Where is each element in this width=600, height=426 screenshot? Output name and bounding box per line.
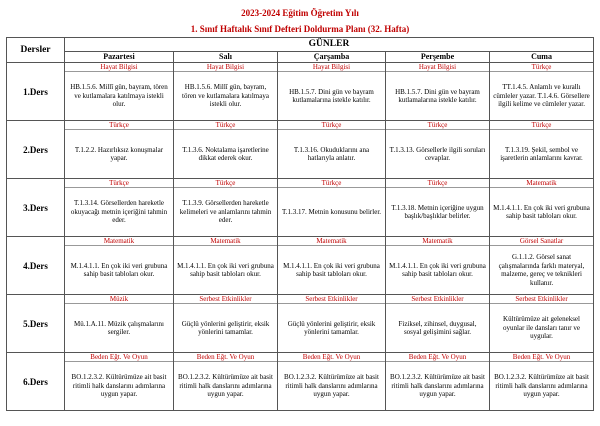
outcome-text: HB.1.5.6. Millî gün, bayram, tören ve kutlamalara katılmaya istekli olur. <box>182 83 269 109</box>
subject-label: Beden Eğt. Ve Oyun <box>386 353 489 362</box>
subject-label: Beden Eğt. Ve Oyun <box>65 353 173 362</box>
subject-label: Türkçe <box>386 179 489 188</box>
plan-cell <box>278 237 386 295</box>
outcome-text: T.1.3.19. Şekil, sembol ve işaretlerin anlamlarını kavrar. <box>500 145 583 162</box>
outcome-text: T.1.3.18. Metnin içeriğine uygun başlık/başlıklar belirler. <box>391 203 484 220</box>
plan-cell <box>278 179 386 237</box>
day-header: Cuma <box>490 52 594 63</box>
subject-label: Türkçe <box>386 121 489 130</box>
weekly-plan-table <box>6 37 594 411</box>
subject-label: Serbest Etkinlikler <box>174 295 277 304</box>
subject-label: Matematik <box>65 237 173 246</box>
outcome-text: BO.1.2.3.2. Kültürümüze ait basit ritimli halk danslarını adımlarına uygun yapar. <box>390 373 485 399</box>
document-subtitle: 1. Sınıf Haftalık Sınıf Defteri Doldurma Planı (32. Hafta) <box>190 24 410 34</box>
subject-label: Türkçe <box>65 121 173 130</box>
outcome-text: T.1.3.9. Görsellerden hareketle kelimeleri ve anlamlarını tahmin eder. <box>179 199 272 225</box>
plan-cell <box>490 121 594 179</box>
plan-cell <box>65 353 174 411</box>
subject-label: Serbest Etkinlikler <box>278 295 385 304</box>
subject-label: Matematik <box>490 179 593 188</box>
day-header: Perşembe <box>386 52 490 63</box>
day-header: Çarşamba <box>278 52 386 63</box>
subject-label: Türkçe <box>490 121 593 130</box>
plan-cell <box>490 353 594 411</box>
lesson-label: 5.Ders <box>7 295 65 353</box>
outcome-text: T.1.3.6. Noktalama işaretlerine dikkat ederek okur. <box>182 145 269 162</box>
outcome-text: Mü.1.A.11. Müzik çalışmalarını sergiler. <box>74 319 164 336</box>
plan-cell <box>65 121 174 179</box>
outcome-text: Fiziksel, zihinsel, duygusal, sosyal gelişimini sağlar. <box>398 319 477 336</box>
outcome-text: Güçlü yönlerini geliştirir, eksik yönlerini tamamlar. <box>181 319 270 336</box>
subject-label: Hayat Bilgisi <box>174 63 277 72</box>
lesson-row <box>7 179 594 237</box>
subject-label: Türkçe <box>174 179 277 188</box>
plan-cell <box>386 353 490 411</box>
plan-cell <box>386 295 490 353</box>
subject-label: Serbest Etkinlikler <box>386 295 489 304</box>
plan-cell <box>386 121 490 179</box>
subject-label: Hayat Bilgisi <box>278 63 385 72</box>
subject-label: Türkçe <box>490 63 593 72</box>
plan-cell <box>386 63 490 121</box>
document-header <box>0 0 600 34</box>
outcome-text: M.1.4.1.1. En çok iki veri grubuna sahip basit tabloları okur. <box>389 261 486 278</box>
outcome-text: HB.1.5.6. Millî gün, bayram, tören ve kutlamalara katılmaya istekli olur. <box>70 83 168 109</box>
outcome-text: M.1.4.1.1. En çok iki veri grubuna sahip basit tabloları okur. <box>283 261 380 278</box>
subject-label: Türkçe <box>174 121 277 130</box>
outcome-text: BO.1.2.3.2. Kültürümüze ait basit ritimli halk danslarını adımlarına uygun yapar. <box>178 373 273 399</box>
plan-cell <box>490 237 594 295</box>
outcome-text: T.1.2.2. Hazırlıksız konuşmalar yapar. <box>74 145 164 162</box>
plan-cell <box>174 121 278 179</box>
outcome-text: BO.1.2.3.2. Kültürümüze ait basit ritimli halk danslarını adımlarına uygun yapar. <box>284 373 379 399</box>
subject-label: Beden Eğt. Ve Oyun <box>174 353 277 362</box>
day-header: Salı <box>174 52 278 63</box>
plan-cell <box>386 237 490 295</box>
subject-label: Matematik <box>278 237 385 246</box>
plan-cell <box>278 295 386 353</box>
lesson-row <box>7 353 594 411</box>
plan-cell <box>174 179 278 237</box>
plan-cell <box>278 63 386 121</box>
outcome-text: HB.1.5.7. Dini gün ve bayram kutlamalarına istekle katılır. <box>289 87 374 104</box>
subject-label: Matematik <box>386 237 489 246</box>
outcome-text: Güçlü yönlerini geliştirir, eksik yönlerini tamamlar. <box>287 319 376 336</box>
subject-label: Türkçe <box>65 179 173 188</box>
outcome-text: T.1.3.17. Metnin konusunu belirler. <box>281 207 382 216</box>
lesson-label: 2.Ders <box>7 121 65 179</box>
plan-cell <box>174 237 278 295</box>
subject-label: Beden Eğt. Ve Oyun <box>490 353 593 362</box>
plan-body <box>7 63 594 411</box>
plan-cell <box>65 295 174 353</box>
day-header: Pazartesi <box>65 52 174 63</box>
subject-label: Hayat Bilgisi <box>65 63 173 72</box>
outcome-text: M.1.4.1.1. En çok iki veri grubuna sahip basit tabloları okur. <box>177 261 274 278</box>
plan-cell <box>65 63 174 121</box>
subject-label: Müzik <box>65 295 173 304</box>
outcome-text: T.1.3.14. Görsellerden hareketle okuyacağı metnin içeriğini tahmin eder. <box>70 199 168 225</box>
outcome-text: M.1.4.1.1. En çok iki veri grubuna sahip basit tabloları okur. <box>493 203 590 220</box>
plan-cell <box>174 295 278 353</box>
plan-cell <box>490 295 594 353</box>
plan-cell <box>174 63 278 121</box>
plan-cell <box>65 237 174 295</box>
lesson-label: 3.Ders <box>7 179 65 237</box>
plan-cell <box>174 353 278 411</box>
outcome-text: TT.1.4.5. Anlamlı ve kurallı cümleler yazar. T.1.4.6. Görsellere ilgili kelime ve cümleler yazar. <box>493 83 590 109</box>
plan-cell <box>65 179 174 237</box>
day-header-row <box>7 52 594 63</box>
plan-cell <box>490 179 594 237</box>
subject-label: Matematik <box>174 237 277 246</box>
lesson-label: 6.Ders <box>7 353 65 411</box>
lesson-row <box>7 295 594 353</box>
lessons-column-header: Dersler <box>7 38 65 63</box>
lesson-row <box>7 121 594 179</box>
plan-cell <box>278 121 386 179</box>
outcome-text: HB.1.5.7. Dini gün ve bayram kutlamalarına istekle katılır. <box>395 87 480 104</box>
lesson-label: 4.Ders <box>7 237 65 295</box>
subject-label: Serbest Etkinlikler <box>490 295 593 304</box>
outcome-text: T.1.3.13. Görsellerle ilgili soruları cevaplar. <box>389 145 486 162</box>
lesson-row <box>7 63 594 121</box>
outcome-text: Kültürümüze ait geleneksel oyunlar ile dansları tanır ve uygular. <box>503 315 580 341</box>
subject-label: Türkçe <box>278 179 385 188</box>
subject-label: Beden Eğt. Ve Oyun <box>278 353 385 362</box>
outcome-text: BO.1.2.3.2. Kültürümüze ait basit ritimli halk danslarını adımlarına uygun yapar. <box>494 373 589 399</box>
outcome-text: BO.1.2.3.2. Kültürümüze ait basit ritimli halk danslarını adımlarına uygun yapar. <box>71 373 167 399</box>
plan-cell <box>278 353 386 411</box>
outcome-text: M.1.4.1.1. En çok iki veri grubuna sahip basit tabloları okur. <box>70 261 168 278</box>
subject-label: Türkçe <box>278 121 385 130</box>
subject-label: Görsel Sanatlar <box>490 237 593 246</box>
subject-label: Hayat Bilgisi <box>386 63 489 72</box>
plan-cell <box>386 179 490 237</box>
plan-cell <box>490 63 594 121</box>
lesson-row <box>7 237 594 295</box>
outcome-text: T.1.3.16. Okuduklarını ana hatlarıyla anlatır. <box>293 145 370 162</box>
outcome-text: G.1.1.2. Görsel sanat çalışmalarında farklı materyal, malzeme, gereç ve teknikleri kullanır. <box>498 253 585 287</box>
days-group-header: GÜNLER <box>65 38 594 52</box>
lesson-label: 1.Ders <box>7 63 65 121</box>
document-title: 2023-2024 Eğitim Öğretim Yılı <box>241 8 359 18</box>
